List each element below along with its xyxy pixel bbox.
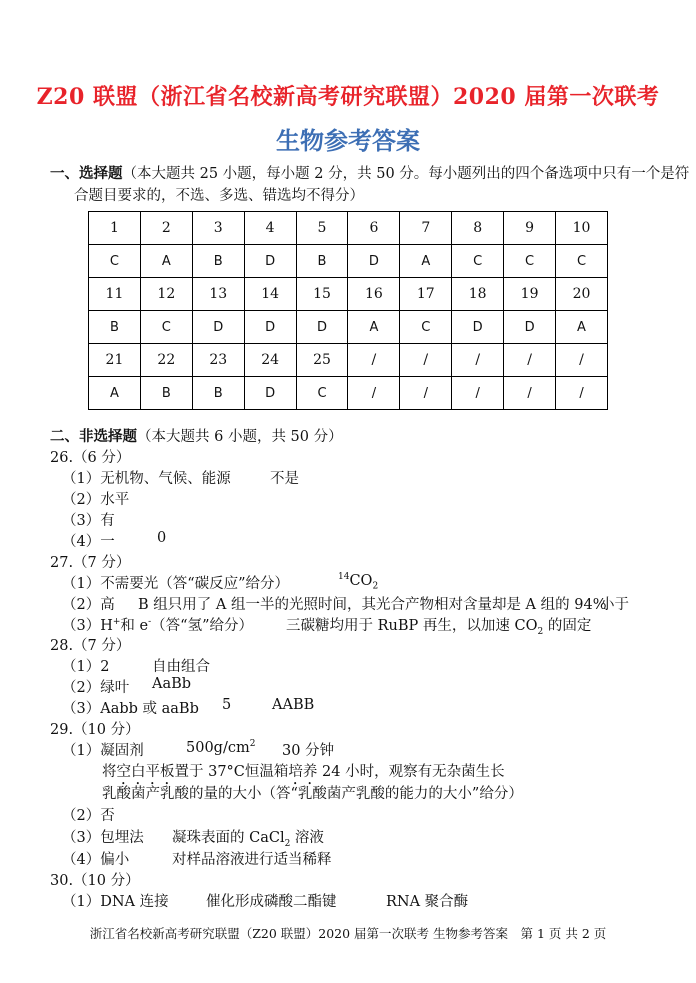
table-cell: A [89,377,141,410]
page-subtitle: 生物参考答案 [276,126,420,155]
answer-table [88,211,608,410]
q26-a2: （2）水平 [62,492,130,508]
page-title: Z20 联盟（浙江省名校新高考研究联盟）2020 届第一次联考 [36,84,660,110]
q28-a1b: 自由组合 [152,659,210,675]
q29-a1d-dot2: 培养 [288,764,318,780]
table-row [89,245,608,278]
table-cell: / [400,377,452,410]
q28-a3b: 5 [222,697,232,713]
table-cell: 24 [244,344,296,377]
table-row [89,311,608,344]
q27-a1b-sup: 14 [338,572,350,582]
table-cell: D [192,311,244,344]
table-cell: 16 [348,278,400,311]
table-cell: 22 [140,344,192,377]
table-cell: C [504,245,556,278]
q30-a1c: RNA 聚合酶 [386,894,469,910]
table-row [89,344,608,377]
table-cell: / [348,344,400,377]
table-cell: D [244,377,296,410]
q29-a4b: 对样品溶液进行适当稀释 [172,852,332,868]
table-cell: A [556,311,608,344]
q27-a3a-sup: + [112,617,121,628]
q28-a3c: AABB [272,697,315,713]
table-cell: 17 [400,278,452,311]
table-cell: D [244,311,296,344]
q29-a1b: 500g/cm [186,739,250,756]
q30-head: 30.（10 分） [50,873,140,889]
table-cell: 5 [296,212,348,245]
table-cell: / [348,377,400,410]
q29-a3b: 凝珠表面的 CaCl [172,830,285,846]
table-cell: C [452,245,504,278]
q28-a1: （1）2 [62,659,110,675]
q27-a3d-wrap [286,614,591,637]
table-cell: / [452,344,504,377]
table-cell: C [89,245,141,278]
q29-a1d-pre: 将 [102,764,117,780]
table-cell: 2 [140,212,192,245]
table-cell: / [400,344,452,377]
table-cell: 11 [89,278,141,311]
table-cell: 9 [504,212,556,245]
q30-a1b: 催化形成磷酸二酯键 [206,894,337,910]
q28-a2b: AaBb [152,676,192,692]
q29-a1: （1）凝固剂 [62,743,144,759]
table-cell: 13 [192,278,244,311]
q27-a1: （1）不需要光（答“碳反应”给分） [62,576,290,592]
table-cell: 15 [296,278,348,311]
q26-a1: （1）无机物、气候、能源 [62,471,231,487]
table-cell: B [296,245,348,278]
q26-a4: （4）一 [62,534,115,550]
q27-a3c: （答“氢”给分） [151,618,253,634]
table-cell: 21 [89,344,141,377]
table-cell: C [400,311,452,344]
table-cell: D [296,311,348,344]
table-cell: D [504,311,556,344]
q27-a3e: 的固定 [543,618,592,634]
table-row [89,212,608,245]
table-cell: A [140,245,192,278]
table-cell: B [89,311,141,344]
table-cell: 14 [244,278,296,311]
table-cell: B [192,245,244,278]
q28-a3: （3）Aabb 或 aaBb [62,701,199,717]
table-cell: 4 [244,212,296,245]
q29-a1d-post: 24 小时，观察有无杂菌生长 [317,764,505,780]
q30-a1: （1）DNA 连接 [62,894,169,910]
table-cell: 10 [556,212,608,245]
table-cell: 1 [89,212,141,245]
table-cell: C [140,311,192,344]
q29-a1b-wrap [186,739,255,756]
table-row [89,377,608,410]
q26-a4b: 0 [157,530,167,546]
q27-a1b-wrap [338,572,378,592]
q27-a1b: CO [349,572,373,589]
table-cell: A [348,311,400,344]
section2-head: 二、非选择题 [50,428,137,445]
table-cell: 3 [192,212,244,245]
q27-a2: （2）高 [62,597,115,613]
table-cell: / [504,377,556,410]
q29-a1e: 乳酸菌产乳酸的量的大小（答“乳酸菌产乳酸的能力的大小”给分） [102,786,523,802]
table-cell: D [348,245,400,278]
table-row [89,278,608,311]
section1-desc1: （本大题共 25 小题，每小题 2 分，共 50 分。每小题列出的四个备选项中只有一个是符 [122,166,690,182]
section1-line1 [50,162,689,183]
table-cell: / [504,344,556,377]
q27-a3a: （3）H [62,618,113,634]
table-cell: 19 [504,278,556,311]
q29-a1c: 30 分钟 [282,743,335,759]
q26-head: 26.（6 分） [50,450,131,466]
q27-a2c: 小于 [600,597,629,613]
section1-desc2: 合题目要求的，不选、多选、错选均不得分） [74,188,364,204]
table-cell: A [400,245,452,278]
q29-a4: （4）偏小 [62,852,130,868]
table-cell: 23 [192,344,244,377]
table-cell: D [244,245,296,278]
table-cell: B [140,377,192,410]
q27-a3d: 三碳糖均用于 RuBP 再生，以加速 CO [286,618,538,634]
q29-a1d-mid: 置于 37°C恒温箱 [174,764,289,780]
q27-head: 27.（7 分） [50,555,131,571]
q29-a3c: 溶液 [290,830,324,846]
table-cell: 8 [452,212,504,245]
q26-a3: （3）有 [62,513,115,529]
q29-a3b-wrap [172,826,324,849]
q27-a2b: B 组只用了 A 组一半的光照时间，其光合产物相对含量却是 A 组的 94% [138,597,607,613]
table-cell: 18 [452,278,504,311]
table-cell: 25 [296,344,348,377]
table-cell: B [192,377,244,410]
q28-head: 28.（7 分） [50,638,131,654]
page-footer: 浙江省名校新高考研究联盟（Z20 联盟）2020 届第一次联考 生物参考答案 第 1 页 共 2 页 [89,926,607,941]
q27-a1b-sub: 2 [372,581,379,592]
section2-desc: （本大题共 6 小题，共 50 分） [137,429,343,445]
q26-a1b: 不是 [270,471,299,487]
q27-a3-wrap [62,614,253,635]
q29-a2: （2）否 [62,808,115,824]
q29-head: 29.（10 分） [50,722,140,738]
section1-head: 一、选择题 [50,165,123,182]
table-cell: / [556,344,608,377]
q28-a2: （2）绿叶 [62,680,130,696]
q29-a1d-dot: 空白平板 [116,764,175,780]
table-cell: / [452,377,504,410]
q29-a3: （3）包埋法 [62,830,144,846]
q29-a1b-sup: 2 [249,739,256,749]
table-cell: / [556,377,608,410]
table-cell: 7 [400,212,452,245]
table-cell: 6 [348,212,400,245]
q27-a3d-sub: 2 [537,626,544,637]
table-cell: C [556,245,608,278]
section2-line [50,425,343,446]
table-cell: D [452,311,504,344]
q27-a3b-sup: - [148,617,152,628]
table-cell: C [296,377,348,410]
q27-a3b: 和 e [120,618,149,634]
q29-a3b-sub: 2 [284,838,291,849]
table-cell: 20 [556,278,608,311]
table-cell: 12 [140,278,192,311]
